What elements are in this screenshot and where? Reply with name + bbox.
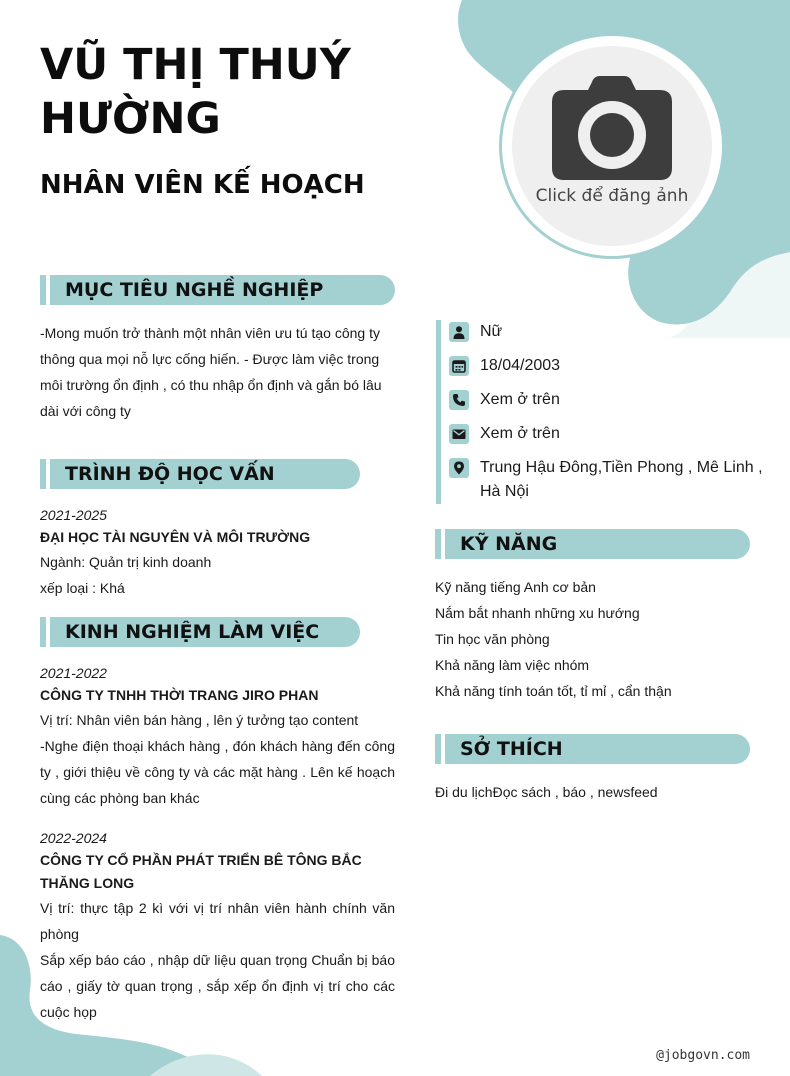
experience-heading xyxy=(40,617,360,647)
objective-heading-label: MỤC TIÊU NGHỀ NGHIỆP xyxy=(50,275,395,305)
candidate-name: VŨ THỊ THUÝ HƯỜNG xyxy=(40,40,351,144)
camera-icon xyxy=(552,76,672,180)
person-icon xyxy=(449,322,469,342)
contact-birthday xyxy=(449,354,769,378)
hobbies-text: Đi du lịchĐọc sách , báo , newsfeed xyxy=(435,784,658,800)
heading-accent-bar xyxy=(435,734,441,764)
location-pin-icon xyxy=(449,458,469,478)
skills-list xyxy=(435,574,765,704)
skill-item: Kỹ năng tiếng Anh cơ bản xyxy=(435,579,596,595)
education-school: ĐẠI HỌC TÀI NGUYÊN VÀ MÔI TRƯỜNG xyxy=(40,529,311,545)
education-item xyxy=(40,504,395,601)
email-value: Xem ở trên xyxy=(480,425,560,442)
experience-item xyxy=(40,827,395,1025)
watermark: @jobgovn.com xyxy=(656,1048,750,1063)
contact-email xyxy=(449,422,769,446)
education-period: 2021-2025 xyxy=(40,507,107,523)
experience-period: 2021-2022 xyxy=(40,665,107,681)
objective-text: -Mong muốn trở thành một nhân viên ưu tú tạo công ty thông qua mọi nỗ lực cống hiến. - Được làm việc trong môi trường ổn định , có thu nhập ổn định và gắn bó lâu dài với công ty xyxy=(40,325,382,419)
objective-heading xyxy=(40,275,395,305)
heading-accent-bar xyxy=(40,459,46,489)
job-title: NHÂN VIÊN KẾ HOẠCH xyxy=(40,170,365,200)
contact-address xyxy=(449,456,769,504)
phone-value: Xem ở trên xyxy=(480,391,560,408)
experience-period: 2022-2024 xyxy=(40,830,107,846)
experience-description: -Nghe điện thoại khách hàng , đón khách hàng đến công ty , giới thiệu về công ty và các mặt hàng . Lên kế hoạch cùng các phòng ban khác xyxy=(40,738,395,806)
mail-icon xyxy=(449,424,469,444)
education-heading xyxy=(40,459,360,489)
address-value: Trung Hậu Đông,Tiền Phong , Mê Linh , Hà Nội xyxy=(480,459,763,500)
contact-info xyxy=(436,320,769,504)
education-grade: xếp loại : Khá xyxy=(40,580,125,596)
experience-company: CÔNG TY CỔ PHẦN PHÁT TRIỂN BÊ TÔNG BẮC THĂNG LONG xyxy=(40,852,362,891)
contact-phone xyxy=(449,388,769,412)
hobbies-heading xyxy=(435,734,750,764)
contact-gender xyxy=(449,320,769,344)
calendar-icon xyxy=(449,356,469,376)
heading-accent-bar xyxy=(40,617,46,647)
birthday-value: 18/04/2003 xyxy=(480,357,561,374)
skill-item: Khả năng làm việc nhóm xyxy=(435,657,590,673)
experience-position: Vị trí: thực tập 2 kì với vị trí nhân viên hành chính văn phòng xyxy=(40,900,395,942)
experience-item xyxy=(40,662,395,811)
hobbies-heading-label: SỞ THÍCH xyxy=(445,734,750,764)
phone-icon xyxy=(449,390,469,410)
photo-caption: Click để đăng ảnh xyxy=(535,186,689,206)
experience-heading-label: KINH NGHIỆM LÀM VIỆC xyxy=(50,617,360,647)
gender-value: Nữ xyxy=(480,323,503,340)
profile-photo-placeholder[interactable] xyxy=(512,46,712,246)
skills-heading xyxy=(435,529,750,559)
education-heading-label: TRÌNH ĐỘ HỌC VẤN xyxy=(50,459,360,489)
experience-company: CÔNG TY TNHH THỜI TRANG JIRO PHAN xyxy=(40,687,319,703)
experience-description: Sắp xếp báo cáo , nhập dữ liệu quan trọng Chuẩn bị báo cáo , giấy tờ quan trọng , sắp xếp ổn định vị trí cho các cuộc họp xyxy=(40,952,395,1020)
skill-item: Tin học văn phòng xyxy=(435,631,550,647)
heading-accent-bar xyxy=(40,275,46,305)
experience-position: Vị trí: Nhân viên bán hàng , lên ý tưởng tạo content xyxy=(40,712,359,728)
skill-item: Nắm bắt nhanh những xu hướng xyxy=(435,605,640,621)
skill-item: Khả năng tính toán tốt, tỉ mỉ , cẩn thận xyxy=(435,683,672,699)
heading-accent-bar xyxy=(435,529,441,559)
skills-heading-label: KỸ NĂNG xyxy=(445,529,750,559)
education-major: Ngành: Quản trị kinh doanh xyxy=(40,554,212,570)
